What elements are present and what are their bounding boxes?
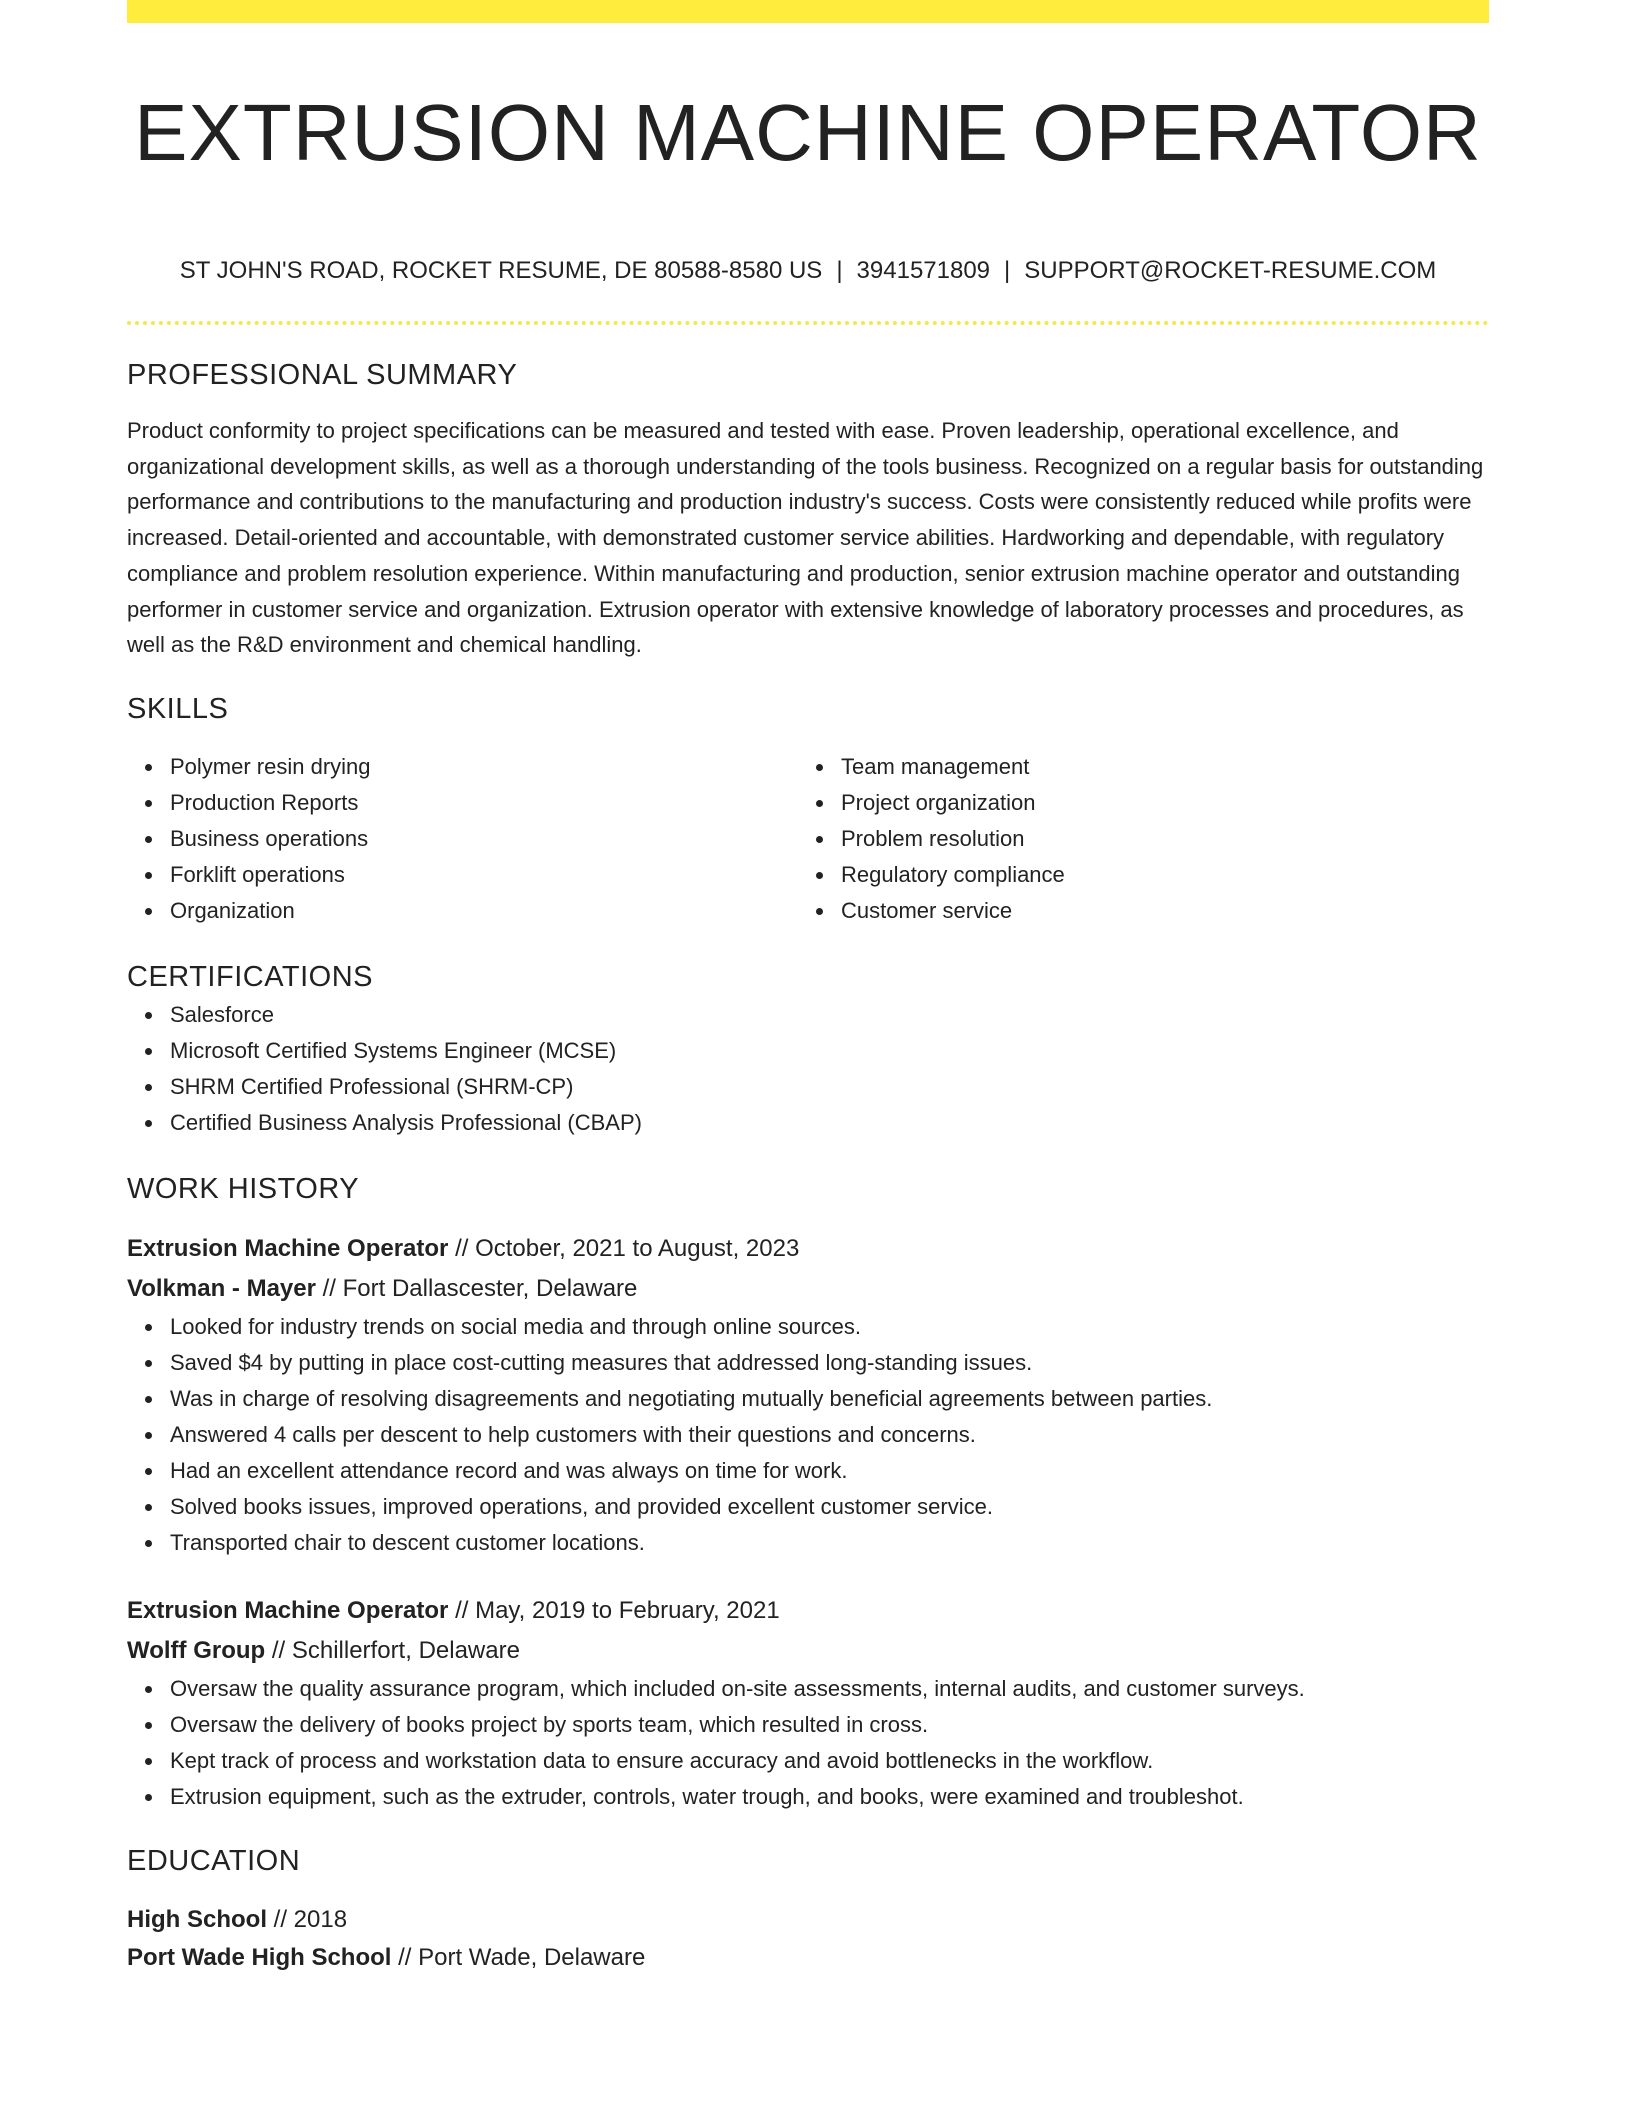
summary-text: Product conformity to project specifications can be measured and tested with ease. Proven leadership, operational excellence, and organizational development skills, as well as a thorough understanding of the tools business. Recognized on a regular basis for outstanding performance and contributions to the manufacturing and production industry's success. Costs were consistently reduced while profits were increased. Detail-oriented and accountable, with demonstrated customer service abilities. Hardworking and dependable, with regulatory compliance and problem resolution experience. Within manufacturing and production, senior extrusion machine operator and outstanding performer in customer service and organization. Extrusion operator with extensive knowledge of laboratory processes and procedures, as well as the R&D environment and chemical handling.	[127, 418, 1484, 658]
accent-bar	[127, 0, 1489, 23]
certification-item: Certified Business Analysis Professional (CBAP)	[127, 1105, 1489, 1141]
resume-content	[127, 0, 1489, 1977]
job-bullets	[127, 1309, 1489, 1561]
job-bullet: Looked for industry trends on social media and through online sources.	[127, 1309, 1489, 1345]
job-location: // Schillerfort, Delaware	[265, 1636, 520, 1664]
section-title-skills: SKILLS	[127, 692, 229, 725]
education-school-line	[127, 1939, 1489, 1977]
skill-item: Project organization	[798, 785, 1469, 821]
certification-item: Microsoft Certified Systems Engineer (MCSE)	[127, 1033, 1489, 1069]
education-degree-line	[127, 1901, 1489, 1939]
resume-name: EXTRUSION MACHINE OPERATOR	[134, 88, 1482, 177]
skills-grid	[127, 749, 1489, 929]
skills-list-right	[798, 749, 1469, 929]
job-bullet: Answered 4 calls per descent to help customers with their questions and concerns.	[127, 1417, 1489, 1453]
job-company: Volkman - Mayer	[127, 1274, 316, 1302]
contact-phone: 3941571809	[856, 257, 991, 284]
section-title-work-history: WORK HISTORY	[127, 1172, 360, 1205]
skill-item: Forklift operations	[127, 857, 798, 893]
certification-item: SHRM Certified Professional (SHRM-CP)	[127, 1069, 1489, 1105]
section-title-summary: PROFESSIONAL SUMMARY	[127, 359, 518, 391]
contact-separator: |	[836, 257, 843, 284]
section-title-education: EDUCATION	[127, 1844, 301, 1877]
dotted-divider	[127, 321, 1489, 325]
skill-item: Business operations	[127, 821, 798, 857]
skill-item: Production Reports	[127, 785, 798, 821]
section-title-certifications: CERTIFICATIONS	[127, 960, 373, 993]
job-bullet: Saved $4 by putting in place cost-cutting measures that addressed long-standing issues.	[127, 1345, 1489, 1381]
job-role: Extrusion Machine Operator	[127, 1596, 449, 1624]
education-degree: High School	[127, 1905, 267, 1933]
job-title-line	[127, 1229, 1489, 1269]
certification-item: Salesforce	[127, 997, 1489, 1033]
education-school: Port Wade High School	[127, 1943, 392, 1971]
contact-address: ST JOHN'S ROAD, ROCKET RESUME, DE 80588-8580 US	[179, 257, 823, 284]
job-bullet: Had an excellent attendance record and was always on time for work.	[127, 1453, 1489, 1489]
skill-item: Polymer resin drying	[127, 749, 798, 785]
job-location: // Fort Dallascester, Delaware	[315, 1274, 638, 1302]
job-bullet: Extrusion equipment, such as the extruder, controls, water trough, and books, were examined and troubleshot.	[127, 1779, 1489, 1815]
job-bullet: Solved books issues, improved operations, and provided excellent customer service.	[127, 1489, 1489, 1525]
skill-item: Organization	[127, 893, 798, 929]
contact-separator: |	[1004, 257, 1011, 284]
education-year: // 2018	[267, 1905, 348, 1933]
job-company: Wolff Group	[127, 1636, 266, 1664]
skills-list-left	[127, 749, 798, 929]
job-dates: // October, 2021 to August, 2023	[448, 1234, 800, 1262]
skill-item: Team management	[798, 749, 1469, 785]
job-bullets	[127, 1671, 1489, 1815]
job-title-line	[127, 1591, 1489, 1631]
job-dates: // May, 2019 to February, 2021	[448, 1596, 780, 1624]
skill-item: Problem resolution	[798, 821, 1469, 857]
job-bullet: Oversaw the quality assurance program, which included on-site assessments, internal audits, and customer surveys.	[127, 1671, 1489, 1707]
job-bullet: Was in charge of resolving disagreements and negotiating mutually beneficial agreements between parties.	[127, 1381, 1489, 1417]
job-bullet: Oversaw the delivery of books project by sports team, which resulted in cross.	[127, 1707, 1489, 1743]
contact-line	[127, 253, 1489, 289]
job-company-line	[127, 1269, 1489, 1309]
education-location: // Port Wade, Delaware	[391, 1943, 646, 1971]
contact-email: SUPPORT@ROCKET-RESUME.COM	[1024, 257, 1437, 284]
job-bullet: Kept track of process and workstation data to ensure accuracy and avoid bottlenecks in the workflow.	[127, 1743, 1489, 1779]
job-company-line	[127, 1631, 1489, 1671]
skill-item: Customer service	[798, 893, 1469, 929]
job-role: Extrusion Machine Operator	[127, 1234, 449, 1262]
skill-item: Regulatory compliance	[798, 857, 1469, 893]
job-bullet: Transported chair to descent customer locations.	[127, 1525, 1489, 1561]
certifications-list	[127, 997, 1489, 1141]
